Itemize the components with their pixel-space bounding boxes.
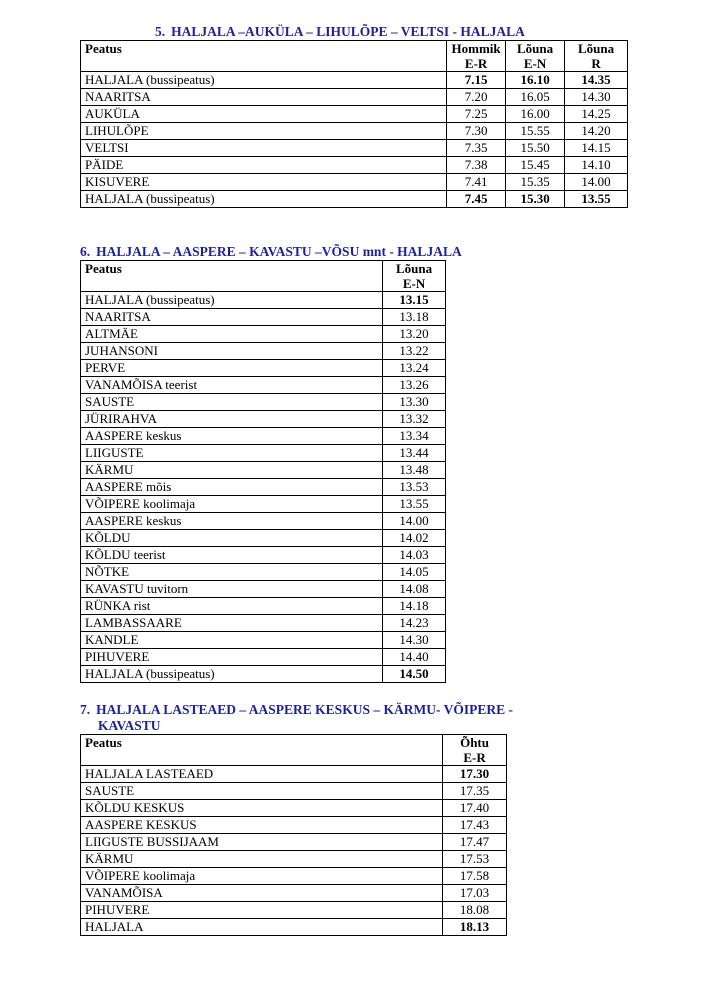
column-header-line2: R: [591, 56, 601, 71]
route7-title-line1: HALJALA LASTEAED – AASPERE KESKUS – KÄRMU- VÕIPERE -: [96, 702, 513, 717]
route5-table: [80, 40, 628, 208]
stop-name: PERVE: [81, 360, 383, 377]
departure-time: 14.25: [565, 106, 628, 123]
departure-time: 14.02: [383, 530, 446, 547]
departure-time: 17.03: [443, 885, 507, 902]
stop-name: AASPERE mõis: [81, 479, 383, 496]
table-row: [81, 564, 446, 581]
departure-time: 15.50: [506, 140, 565, 157]
column-header-time: [383, 261, 446, 292]
departure-time: 14.50: [383, 666, 446, 683]
stop-name: AASPERE keskus: [81, 513, 383, 530]
departure-time: 14.05: [383, 564, 446, 581]
departure-time: 14.00: [383, 513, 446, 530]
stop-name: HALJALA (bussipeatus): [81, 72, 447, 89]
departure-time: 13.32: [383, 411, 446, 428]
departure-time: 14.40: [383, 649, 446, 666]
stop-name: SAUSTE: [81, 394, 383, 411]
table-row: [81, 191, 628, 208]
table-row: [81, 309, 446, 326]
column-header-line1: Hommik: [451, 41, 501, 56]
departure-time: 7.38: [447, 157, 506, 174]
column-header-stop: Peatus: [81, 41, 447, 72]
table-row: [81, 649, 446, 666]
column-header-line1: Lõuna: [516, 41, 554, 56]
table-row: [81, 496, 446, 513]
table-row: [81, 834, 507, 851]
departure-time: 14.15: [565, 140, 628, 157]
stop-name: JUHANSONI: [81, 343, 383, 360]
table-row: [81, 157, 628, 174]
departure-time: 14.23: [383, 615, 446, 632]
table-row: [81, 513, 446, 530]
stop-name: PIHUVERE: [81, 902, 443, 919]
route5-title: [155, 24, 525, 40]
departure-time: 13.44: [383, 445, 446, 462]
table-row: [81, 783, 507, 800]
departure-time: 15.30: [506, 191, 565, 208]
stop-name: VANAMÕISA teerist: [81, 377, 383, 394]
stop-name: NAARITSA: [81, 309, 383, 326]
table-row: [81, 428, 446, 445]
departure-time: 7.30: [447, 123, 506, 140]
departure-time: 7.15: [447, 72, 506, 89]
table-row: [81, 394, 446, 411]
column-header-line2: E-N: [402, 276, 426, 291]
departure-time: 14.03: [383, 547, 446, 564]
departure-time: 17.47: [443, 834, 507, 851]
table-row: [81, 919, 507, 936]
stop-name: KÕLDU KESKUS: [81, 800, 443, 817]
stop-name: AASPERE keskus: [81, 428, 383, 445]
departure-time: 13.15: [383, 292, 446, 309]
stop-name: HALJALA (bussipeatus): [81, 191, 447, 208]
table-row: [81, 598, 446, 615]
stop-name: PÄIDE: [81, 157, 447, 174]
stop-name: HALJALA LASTEAED: [81, 766, 443, 783]
column-header-time: [443, 735, 507, 766]
stop-name: SAUSTE: [81, 783, 443, 800]
column-header-line2: E-R: [463, 750, 486, 765]
column-header-time: [447, 41, 506, 72]
table-row: [81, 479, 446, 496]
stop-name: KÕLDU: [81, 530, 383, 547]
table-row: [81, 666, 446, 683]
stop-name: KÄRMU: [81, 462, 383, 479]
table-row: [81, 800, 507, 817]
column-header-time: [506, 41, 565, 72]
stop-name: LIHULÕPE: [81, 123, 447, 140]
departure-time: 14.30: [383, 632, 446, 649]
route6-title-text: HALJALA – AASPERE – KAVASTU –VÕSU mnt - HALJALA: [96, 244, 462, 259]
table-row: [81, 326, 446, 343]
stop-name: HALJALA (bussipeatus): [81, 666, 383, 683]
route7-table: [80, 734, 507, 936]
table-row: [81, 581, 446, 598]
departure-time: 17.30: [443, 766, 507, 783]
table-row: [81, 530, 446, 547]
table-row: [81, 411, 446, 428]
table-row: [81, 123, 628, 140]
departure-time: 7.25: [447, 106, 506, 123]
departure-time: 15.35: [506, 174, 565, 191]
departure-time: 14.35: [565, 72, 628, 89]
stop-name: KANDLE: [81, 632, 383, 649]
departure-time: 14.08: [383, 581, 446, 598]
stop-name: VÕIPERE koolimaja: [81, 868, 443, 885]
route7-title-line2: KAVASTU: [98, 718, 161, 733]
departure-time: 7.41: [447, 174, 506, 191]
route5-title-text: HALJALA –AUKÜLA – LIHULÕPE – VELTSI - HALJALA: [171, 24, 525, 39]
stop-name: HALJALA: [81, 919, 443, 936]
table-row: [81, 902, 507, 919]
table-row: [81, 615, 446, 632]
departure-time: 13.30: [383, 394, 446, 411]
table-row: [81, 851, 507, 868]
stop-name: HALJALA (bussipeatus): [81, 292, 383, 309]
departure-time: 13.55: [565, 191, 628, 208]
departure-time: 15.55: [506, 123, 565, 140]
stop-name: KAVASTU tuvitorn: [81, 581, 383, 598]
table-row: [81, 360, 446, 377]
table-row: [81, 632, 446, 649]
stop-name: KISUVERE: [81, 174, 447, 191]
route6-title: [80, 244, 462, 260]
table-row: [81, 89, 628, 106]
header-row: [81, 41, 628, 72]
route7-number: 7.: [80, 702, 91, 717]
departure-time: 7.20: [447, 89, 506, 106]
table-row: [81, 343, 446, 360]
table-row: [81, 868, 507, 885]
table-row: [81, 462, 446, 479]
departure-time: 13.34: [383, 428, 446, 445]
route6-table: [80, 260, 446, 683]
departure-time: 17.35: [443, 783, 507, 800]
stop-name: AASPERE KESKUS: [81, 817, 443, 834]
column-header-line1: Lõuna: [395, 261, 433, 276]
stop-name: LIIGUSTE BUSSIJAAM: [81, 834, 443, 851]
stop-name: KÄRMU: [81, 851, 443, 868]
header-row: [81, 261, 446, 292]
departure-time: 13.26: [383, 377, 446, 394]
column-header-line1: Lõuna: [577, 41, 615, 56]
departure-time: 14.20: [565, 123, 628, 140]
stop-name: ALTMÄE: [81, 326, 383, 343]
column-header-line2: E-N: [523, 56, 547, 71]
departure-time: 16.05: [506, 89, 565, 106]
stop-name: VANAMÕISA: [81, 885, 443, 902]
table-row: [81, 174, 628, 191]
departure-time: 13.48: [383, 462, 446, 479]
departure-time: 13.22: [383, 343, 446, 360]
departure-time: 15.45: [506, 157, 565, 174]
table-row: [81, 377, 446, 394]
table-row: [81, 292, 446, 309]
table-row: [81, 72, 628, 89]
departure-time: 13.24: [383, 360, 446, 377]
table-row: [81, 766, 507, 783]
departure-time: 18.08: [443, 902, 507, 919]
table-row: [81, 106, 628, 123]
route7-title: [80, 702, 513, 718]
column-header-stop: Peatus: [81, 735, 443, 766]
column-header-line1: Õhtu: [460, 735, 489, 750]
departure-time: 16.10: [506, 72, 565, 89]
stop-name: PIHUVERE: [81, 649, 383, 666]
departure-time: 17.43: [443, 817, 507, 834]
table-row: [81, 445, 446, 462]
departure-time: 17.40: [443, 800, 507, 817]
departure-time: 14.18: [383, 598, 446, 615]
stop-name: KÕLDU teerist: [81, 547, 383, 564]
stop-name: NÕTKE: [81, 564, 383, 581]
departure-time: 13.20: [383, 326, 446, 343]
departure-time: 14.30: [565, 89, 628, 106]
table-row: [81, 885, 507, 902]
table-row: [81, 140, 628, 157]
stop-name: VÕIPERE koolimaja: [81, 496, 383, 513]
route6-number: 6.: [80, 244, 91, 259]
departure-time: 13.18: [383, 309, 446, 326]
table-row: [81, 817, 507, 834]
stop-name: JÜRIRAHVA: [81, 411, 383, 428]
column-header-stop: Peatus: [81, 261, 383, 292]
stop-name: LAMBASSAARE: [81, 615, 383, 632]
stop-name: AUKÜLA: [81, 106, 447, 123]
departure-time: 17.58: [443, 868, 507, 885]
column-header-time: [565, 41, 628, 72]
departure-time: 18.13: [443, 919, 507, 936]
departure-time: 14.10: [565, 157, 628, 174]
stop-name: VELTSI: [81, 140, 447, 157]
stop-name: LIIGUSTE: [81, 445, 383, 462]
departure-time: 7.35: [447, 140, 506, 157]
table-row: [81, 547, 446, 564]
departure-time: 14.00: [565, 174, 628, 191]
departure-time: 7.45: [447, 191, 506, 208]
departure-time: 13.55: [383, 496, 446, 513]
departure-time: 13.53: [383, 479, 446, 496]
column-header-line2: E-R: [464, 56, 488, 71]
stop-name: NAARITSA: [81, 89, 447, 106]
departure-time: 16.00: [506, 106, 565, 123]
departure-time: 17.53: [443, 851, 507, 868]
header-row: [81, 735, 507, 766]
stop-name: RÜNKA rist: [81, 598, 383, 615]
route5-number: 5.: [155, 24, 166, 39]
